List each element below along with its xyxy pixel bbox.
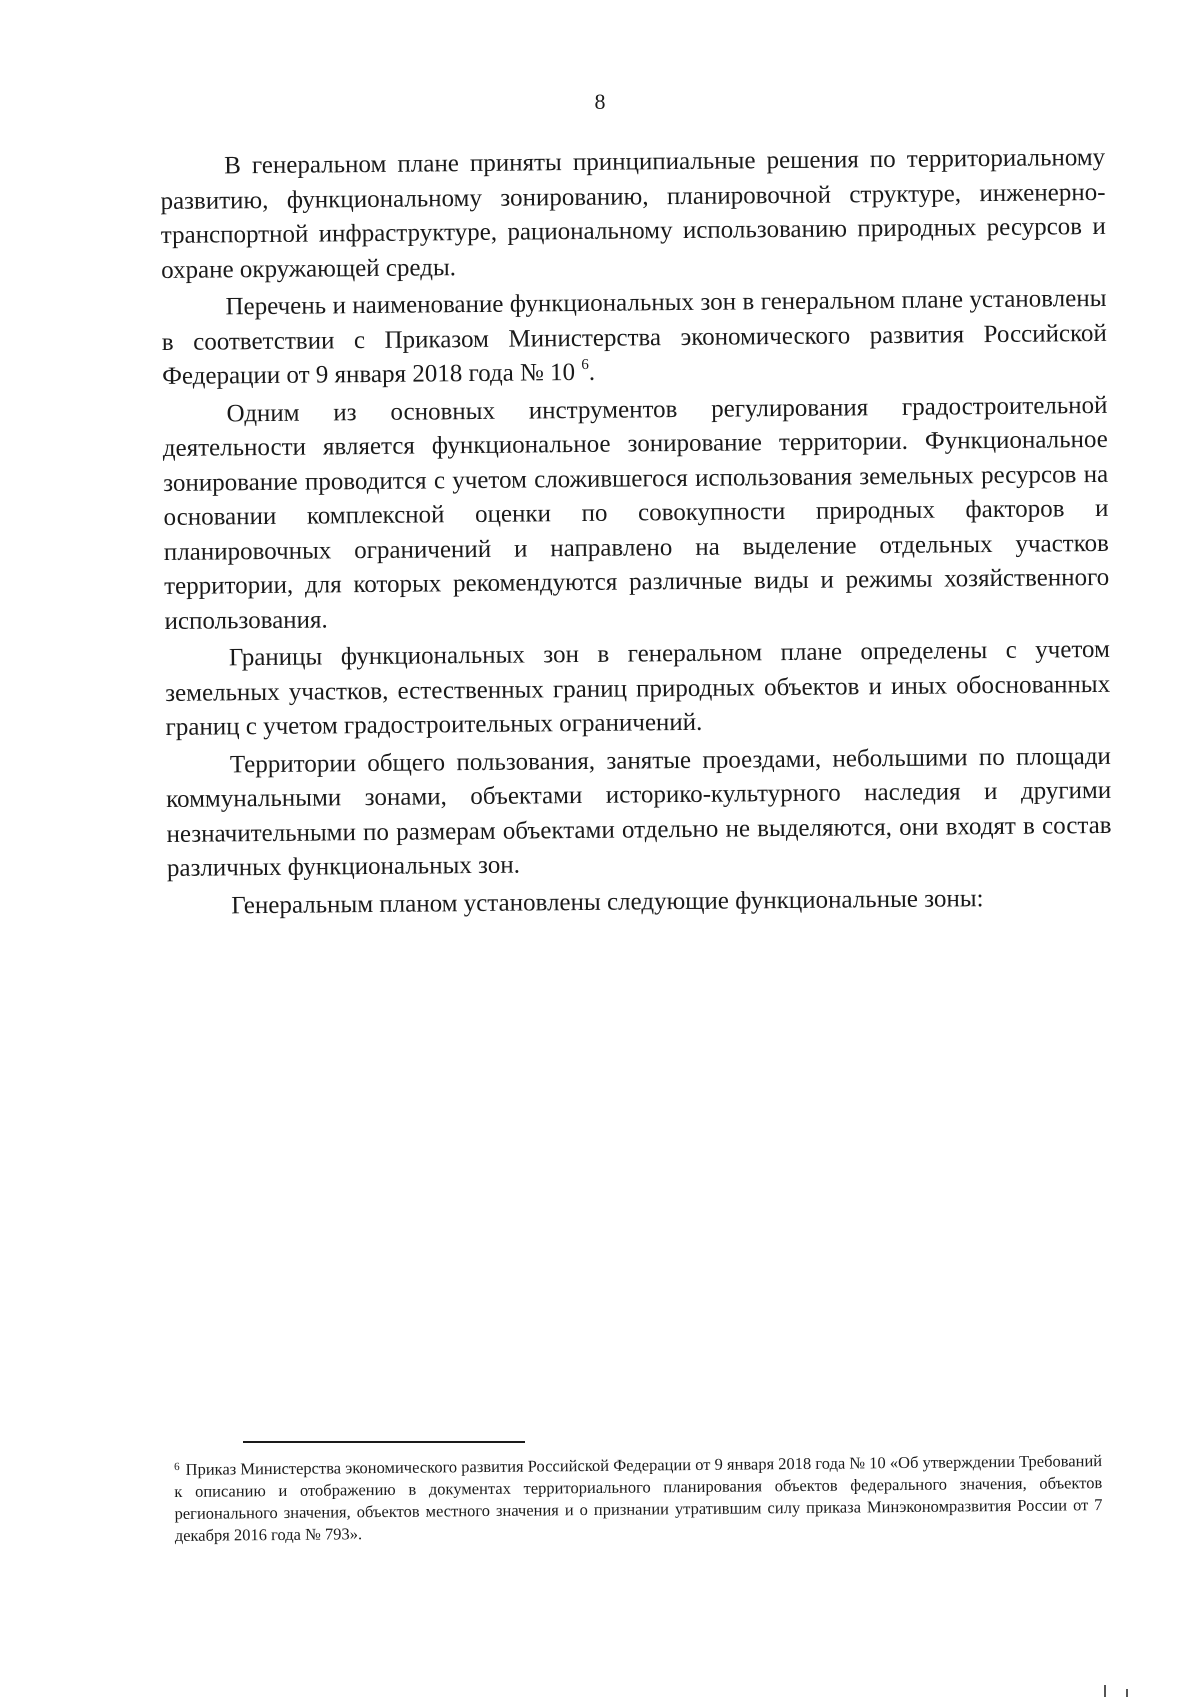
footnote-separator xyxy=(243,1441,525,1443)
footnote xyxy=(174,1447,1103,1547)
paragraph-zone-list-basis xyxy=(161,282,1107,395)
paragraph-general-plan-decisions: В генеральном плане приняты принципиальные решения по территориальному развитию, функциональному зонированию, планировочной структуре, инженерно-транспортной инфраструктуре, рациональному использованию природных ресурсов и охране окружающей среды. xyxy=(160,143,1106,284)
footnote-mark: 6 xyxy=(174,1460,180,1473)
paragraph-zone-boundaries: Границы функциональных зон в генеральном плане определены с учетом земельных участков, естественных границ природных объектов и иных обоснованных границ с учетом градостроительных ограничений. xyxy=(165,635,1111,741)
paragraph-text: Перечень и наименование функциональных зон в генеральном плане установлены в соответствии с Приказом Министерства экономического развития Российской Федерации от 9 января 2018 года № 10 xyxy=(161,284,1107,390)
scan-edge-mark xyxy=(1104,1685,1106,1697)
page-number: 8 xyxy=(594,89,606,114)
footnote-text: Приказ Министерства экономического развития Российской Федерации от 9 января 2018 года № 10 «Об утверждении Требований к описанию и отображению в документах территориального планирования объектов федерального значения, объектов регионального значения, объектов местного значения и о признании утратившим силу приказа Минэкономразвития России от 7 декабря 2016 года № 793». xyxy=(174,1451,1103,1545)
scan-edge-mark xyxy=(1126,1689,1128,1697)
paragraph-zones-intro: Генеральным планом установлены следующие функциональные зоны: xyxy=(231,884,984,919)
paragraph-public-territories: Территории общего пользования, занятые проездами, небольшими по площади коммунальными зонами, объектами историко-культурного наследия и другими незначительными по размерам объектами отдельно не выделяются, они входят в состав различных функциональных зон. xyxy=(166,742,1112,882)
paragraph-tail: . xyxy=(588,358,596,386)
document-body xyxy=(160,141,1112,927)
footnote-reference[interactable]: 6 xyxy=(581,356,589,373)
paragraph-functional-zoning: Одним из основных инструментов регулирования градостроительной деятельности является функциональное зонирование территории. Функциональное зонирование проводится с учетом сложившегося использования земельных ресурсов на основании комплексной оценки по совокупности природных факторов и планировочных ограничений и направлено на выделение отдельных участков территории, для которых рекомендуются различные виды и режимы хозяйственного использования. xyxy=(162,391,1110,635)
